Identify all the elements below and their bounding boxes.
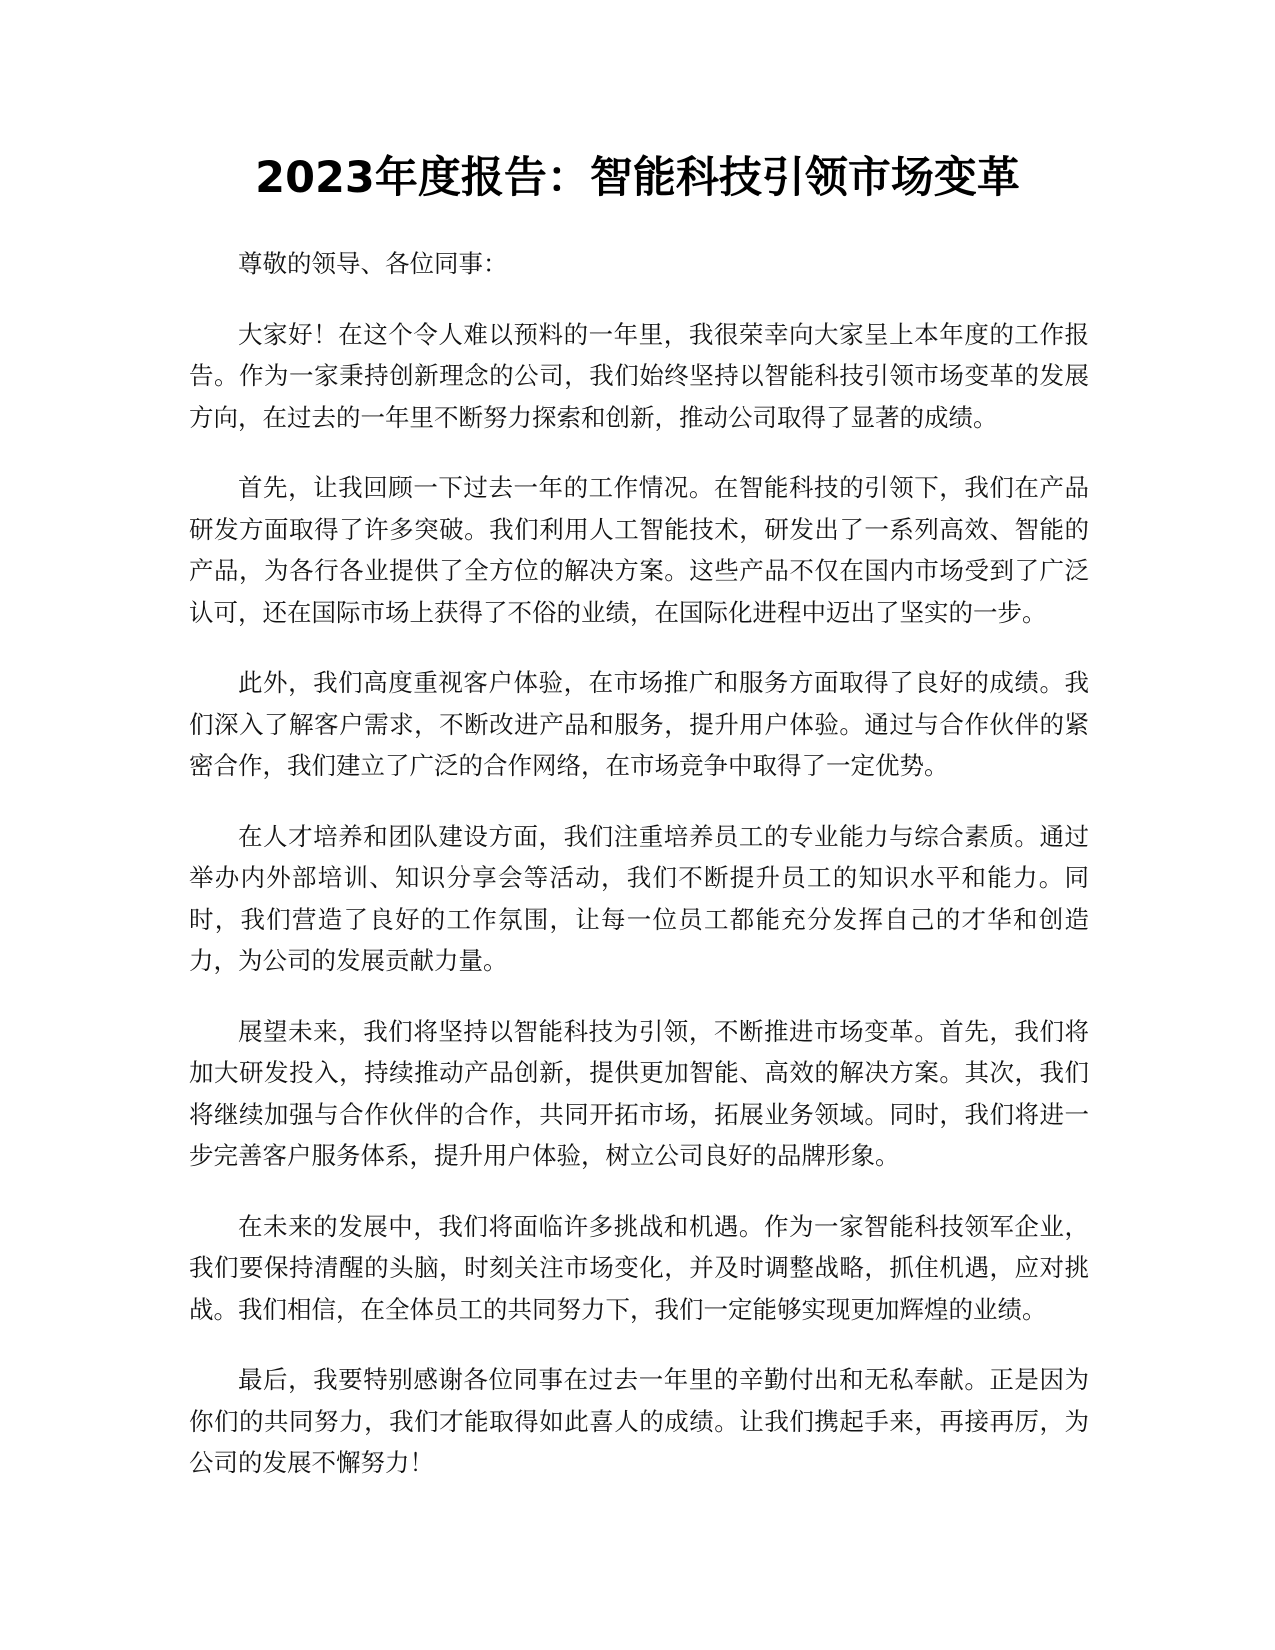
paragraph: 此外，我们高度重视客户体验，在市场推广和服务方面取得了良好的成绩。我们深入了解客户需求，不断改进产品和服务，提升用户体验。通过与合作伙伴的紧密合作，我们建立了广泛的合作网络，在市场竞争中取得了一定优势。 [189,668,1089,780]
paragraph: 首先，让我回顾一下过去一年的工作情况。在智能科技的引领下，我们在产品研发方面取得了许多突破。我们利用人工智能技术，研发出了一系列高效、智能的产品，为各行各业提供了全方位的解决方案。这些产品不仅在国内市场受到了广泛认可，还在国际市场上获得了不俗的业绩，在国际化进程中迈出了坚实的一步。 [189,473,1089,627]
paragraph: 展望未来，我们将坚持以智能科技为引领，不断推进市场变革。首先，我们将加大研发投入，持续推动产品创新，提供更加智能、高效的解决方案。其次，我们将继续加强与合作伙伴的合作，共同开拓市场，拓展业务领域。同时，我们将进一步完善客户服务体系，提升用户体验，树立公司良好的品牌形象。 [189,1016,1089,1170]
salutation: 尊敬的领导、各位同事： [238,249,508,278]
document-title: 2023年度报告：智能科技引领市场变革 [255,153,1020,203]
document-body [189,243,1089,1513]
paragraph: 在人才培养和团队建设方面，我们注重培养员工的专业能力与综合素质。通过举办内外部培训、知识分享会等活动，我们不断提升员工的知识水平和能力。同时，我们营造了良好的工作氛围，让每一位员工都能充分发挥自己的才华和创造力，为公司的发展贡献力量。 [189,821,1089,975]
paragraph: 最后，我要特别感谢各位同事在过去一年里的辛勤付出和无私奉献。正是因为你们的共同努力，我们才能取得如此喜人的成绩。让我们携起手来，再接再厉，为公司的发展不懈努力！ [189,1365,1089,1477]
paragraph: 在未来的发展中，我们将面临许多挑战和机遇。作为一家智能科技领军企业，我们要保持清醒的头脑，时刻关注市场变化，并及时调整战略，抓住机遇，应对挑战。我们相信，在全体员工的共同努力下，我们一定能够实现更加辉煌的业绩。 [189,1211,1089,1324]
paragraph: 大家好！在这个令人难以预料的一年里，我很荣幸向大家呈上本年度的工作报告。作为一家秉持创新理念的公司，我们始终坚持以智能科技引领市场变革的发展方向，在过去的一年里不断努力探索和创新，推动公司取得了显著的成绩。 [189,319,1089,432]
